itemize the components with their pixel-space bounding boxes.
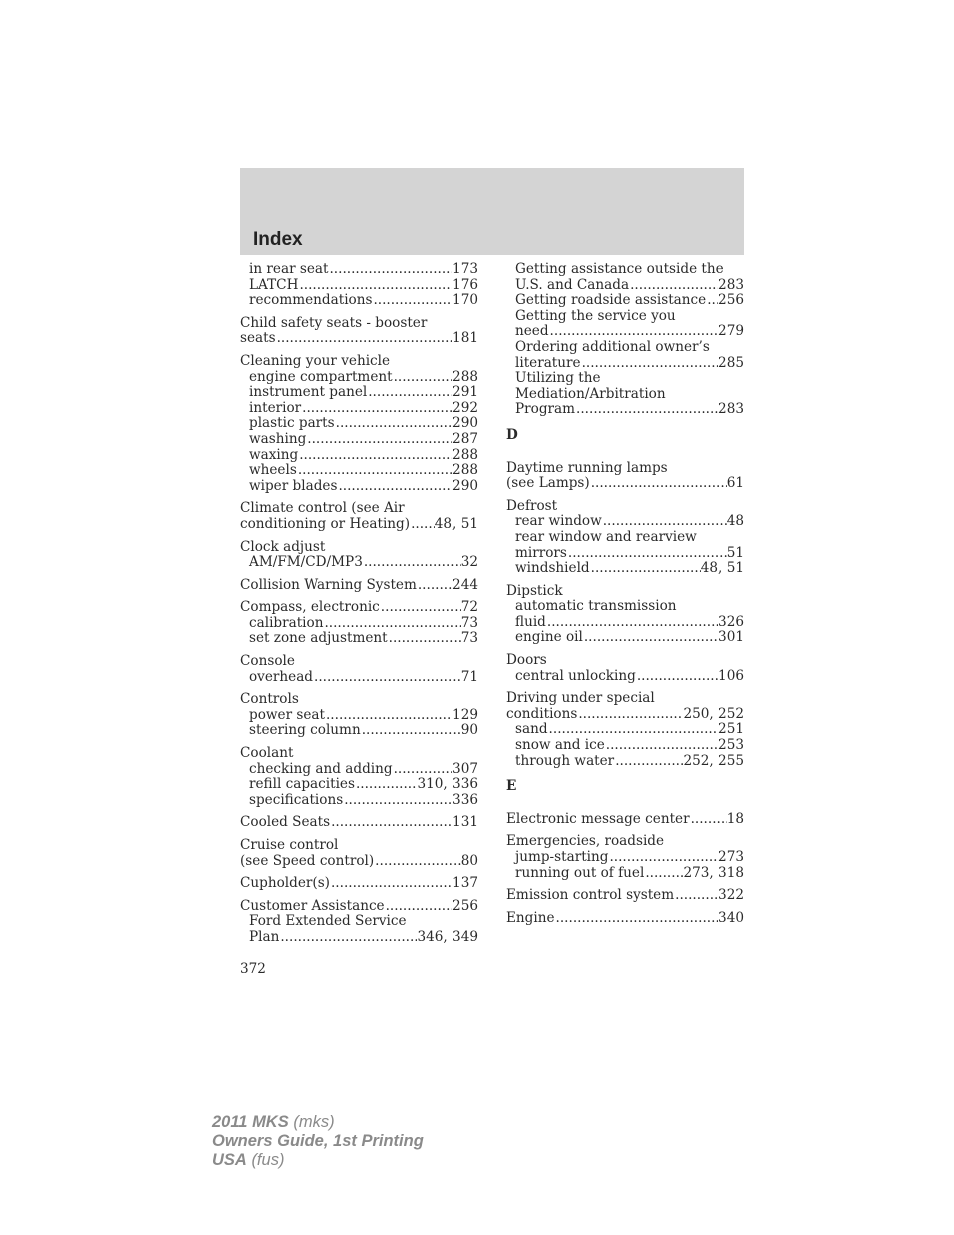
index-entry (240, 876, 478, 892)
index-entry-text: sand (515, 722, 548, 738)
index-entry (506, 309, 744, 325)
index-entry-page: 288 (452, 463, 478, 479)
index-entry-text: Emission control system (506, 888, 675, 904)
index-entry-text: Cupholder(s) (240, 876, 330, 892)
index-entry-page: 251 (718, 722, 744, 738)
index-entry-text: specifications (249, 792, 344, 808)
index-entry-page: 256 (718, 293, 744, 309)
index-entry-page: 283 (718, 402, 744, 418)
index-entry (240, 448, 478, 464)
dot-leader (590, 561, 701, 577)
index-entry (240, 723, 478, 739)
index-entry-page: 279 (718, 324, 744, 340)
index-entry-text: Plan (249, 929, 280, 945)
index-entry-page: 131 (452, 815, 478, 831)
index-entry-text: checking and adding (249, 761, 393, 777)
dot-leader (577, 707, 683, 723)
index-entry (240, 746, 478, 762)
index-entry (240, 370, 478, 386)
index-entry (506, 691, 744, 707)
index-entry-page: 137 (452, 876, 478, 892)
index-entry-text: need (515, 324, 549, 340)
index-entry-text: refill capacities (249, 777, 355, 793)
index-entry-text: wheels (249, 463, 297, 479)
index-entry (506, 888, 744, 904)
index-entry-text: through water (515, 753, 615, 769)
index-entry (506, 584, 744, 600)
index-entry (240, 331, 478, 347)
index-entry (506, 812, 744, 828)
index-entry-page: 310, 336 (417, 777, 478, 793)
dot-leader (690, 812, 727, 828)
index-entry-text: calibration (249, 615, 324, 631)
dot-leader (279, 930, 417, 946)
index-entry-text: Console (240, 654, 295, 670)
dot-leader (590, 476, 727, 492)
index-entry-text: Getting the service you (515, 308, 676, 324)
index-entry-text: engine compartment (249, 369, 393, 385)
index-entry (506, 850, 744, 866)
dot-leader (325, 708, 452, 724)
index-entry-text: Customer Assistance (240, 898, 385, 914)
index-entry-text: power seat (249, 707, 325, 723)
index-entry-text: central unlocking (515, 668, 636, 684)
dot-leader (546, 615, 718, 631)
footer-edition: Owners Guide, 1st Printing (212, 1132, 424, 1150)
dot-leader (602, 514, 727, 530)
index-entry (506, 615, 744, 631)
index-entry (240, 838, 478, 854)
index-entry-text: Cleaning your vehicle (240, 353, 391, 369)
index-entry-text: Mediation/Arbitration (515, 386, 666, 402)
index-entry (240, 555, 478, 571)
dot-leader (372, 293, 452, 309)
dot-leader (575, 402, 718, 418)
index-entry-text: Program (515, 402, 576, 418)
dot-leader (636, 669, 718, 685)
index-entry-text: Getting roadside assistance (515, 293, 707, 309)
index-entry-text: Getting assistance outside the (515, 262, 724, 277)
dot-leader (605, 738, 718, 754)
index-entry-text: LATCH (249, 277, 299, 293)
index-entry-page: 173 (452, 262, 478, 277)
index-entry-text: mirrors (515, 545, 567, 561)
index-entry-text: overhead (249, 669, 314, 685)
index-entry (240, 930, 478, 946)
dot-leader (549, 324, 719, 340)
index-entry-page: 48, 51 (434, 516, 478, 532)
index-column-right (506, 262, 744, 926)
index-entry-page: 288 (452, 369, 478, 385)
index-entry (240, 708, 478, 724)
index-entry-page: 73 (460, 615, 478, 631)
index-entry (240, 501, 478, 517)
index-entry (240, 670, 478, 686)
index-entry-text: Cruise control (240, 838, 339, 853)
index-entry (506, 499, 744, 515)
index-column-left (240, 262, 478, 946)
index-entry-page: 61 (726, 476, 744, 492)
index-entry-text: Climate control (see Air (240, 501, 405, 517)
index-entry (240, 899, 478, 915)
index-entry (240, 914, 478, 930)
dot-leader (367, 385, 452, 401)
index-entry-text: waxing (249, 447, 299, 463)
index-header (240, 168, 744, 255)
index-entry-text: recommendations (249, 293, 373, 309)
dot-leader (298, 278, 452, 294)
index-entry-text: automatic transmission (515, 599, 677, 615)
index-entry-page: 291 (452, 385, 478, 401)
index-entry-text: Daytime running lamps (506, 460, 668, 476)
index-entry-text: Controls (240, 692, 299, 708)
index-entry-page: 285 (718, 355, 744, 371)
index-entry-page: 129 (452, 707, 478, 723)
index-entry (506, 911, 744, 927)
index-entry-page: 51 (726, 545, 744, 561)
index-entry-page: 72 (460, 600, 478, 616)
dot-leader (276, 331, 452, 347)
index-entry-page: 250, 252 (683, 706, 744, 722)
index-entry-page: 80 (460, 853, 478, 869)
dot-leader (608, 850, 718, 866)
index-entry-page: 48 (726, 514, 744, 530)
page-title: Index (253, 229, 303, 250)
index-entry (240, 815, 478, 831)
index-entry (506, 476, 744, 492)
index-entry-text: Utilizing the (515, 371, 601, 387)
index-entry (506, 834, 744, 850)
index-entry-page: 181 (452, 331, 478, 347)
index-entry (240, 278, 478, 294)
dot-leader (567, 546, 727, 562)
index-entry-text: snow and ice (515, 738, 605, 754)
dot-leader (674, 888, 718, 904)
index-entry-page: 336 (452, 792, 478, 808)
dot-leader (297, 463, 452, 479)
index-entry-text: Coolant (240, 746, 294, 762)
dot-leader (301, 401, 452, 417)
index-entry (506, 387, 744, 403)
index-entry (506, 278, 744, 294)
index-entry-text: steering column (249, 723, 361, 739)
index-entry-text: interior (249, 400, 302, 416)
index-entry-page: 290 (452, 478, 478, 494)
index-entry (506, 599, 744, 615)
index-entry (240, 616, 478, 632)
index-entry-page: 32 (460, 555, 478, 571)
index-entry (506, 546, 744, 562)
index-entry (240, 692, 478, 708)
index-entry (240, 385, 478, 401)
dot-leader (330, 876, 452, 892)
index-entry-text: Clock adjust (240, 539, 326, 555)
index-entry (240, 354, 478, 370)
index-entry-text: Dipstick (506, 583, 563, 599)
dot-leader (335, 416, 452, 432)
index-entry (240, 517, 478, 533)
index-entry-text: Defrost (506, 498, 558, 514)
index-entry (506, 371, 744, 387)
index-entry (240, 631, 478, 647)
index-entry-page: 48, 51 (700, 561, 744, 577)
dot-leader (629, 278, 718, 294)
dot-leader (555, 911, 719, 927)
dot-leader (410, 517, 435, 533)
index-entry-page: 273, 318 (683, 865, 744, 881)
index-entry (506, 754, 744, 770)
index-entry (240, 762, 478, 778)
index-entry-text: wiper blades (249, 478, 338, 494)
index-entry-text: Compass, electronic (240, 600, 380, 616)
index-entry-text: Ordering additional owner’s (515, 339, 710, 355)
dot-leader (306, 432, 452, 448)
index-entry (240, 540, 478, 556)
index-entry-text: Collision Warning System (240, 577, 417, 593)
index-entry-text: washing (249, 431, 307, 447)
footer-region-code: (fus) (251, 1151, 285, 1169)
index-entry (506, 340, 744, 356)
index-entry-page: 346, 349 (417, 929, 478, 945)
index-entry (240, 432, 478, 448)
index-entry-page: 106 (718, 668, 744, 684)
index-entry-text: rear window and rearview (515, 529, 697, 545)
dot-leader (706, 293, 718, 309)
index-letter-heading: D (506, 426, 518, 443)
index-entry (506, 866, 744, 882)
index-entry-text: jump-starting (515, 850, 609, 865)
footer-model: 2011 MKS (212, 1113, 289, 1131)
index-entry-page: 256 (452, 898, 478, 914)
index-entry-text: Doors (506, 653, 547, 669)
dot-leader (323, 616, 460, 632)
index-entry-text: plastic parts (249, 416, 335, 432)
dot-leader (363, 555, 461, 571)
index-entry (240, 578, 478, 594)
index-entry (506, 461, 744, 477)
dot-leader (614, 754, 683, 770)
index-entry-text: literature (515, 355, 581, 371)
index-entry (240, 463, 478, 479)
index-entry (506, 402, 744, 418)
index-entry-text: Engine (506, 910, 555, 926)
dot-leader (361, 723, 461, 739)
index-entry-text: running out of fuel (515, 865, 645, 881)
index-entry (506, 738, 744, 754)
index-entry-text: Ford Extended Service (249, 914, 407, 930)
index-entry-text: instrument panel (249, 385, 368, 401)
dot-leader (385, 899, 452, 915)
index-entry-text: Emergencies, roadside (506, 834, 665, 850)
index-entry-page: 322 (718, 888, 744, 904)
index-entry-page: 244 (452, 577, 478, 593)
footer-region: USA (212, 1151, 247, 1169)
dot-leader (393, 762, 452, 778)
index-entry-text: windshield (515, 561, 590, 577)
index-entry (506, 722, 744, 738)
index-entry (240, 654, 478, 670)
index-entry-page: 253 (718, 738, 744, 754)
index-entry-page: 283 (718, 277, 744, 293)
dot-leader (583, 630, 718, 646)
index-entry-text: U.S. and Canada (515, 277, 630, 293)
index-letter-heading: E (506, 778, 517, 795)
index-entry-page: 290 (452, 416, 478, 432)
index-entry-text: rear window (515, 514, 602, 530)
dot-leader (313, 670, 461, 686)
dot-leader (417, 578, 452, 594)
index-entry (506, 530, 744, 546)
index-entry (240, 293, 478, 309)
dot-leader (337, 479, 452, 495)
index-entry-text: seats (240, 331, 276, 347)
index-entry (506, 653, 744, 669)
index-entry-page: 288 (452, 447, 478, 463)
index-entry-text: in rear seat (249, 262, 329, 277)
index-entry-text: (see Speed control) (240, 853, 375, 869)
index-entry-text: (see Lamps) (506, 476, 590, 492)
index-entry-text: set zone adjustment (249, 631, 388, 647)
index-entry (506, 293, 744, 309)
document-footer (212, 1113, 424, 1170)
index-entry-text: Cooled Seats (240, 815, 331, 831)
dot-leader (328, 262, 452, 278)
index-entry (240, 401, 478, 417)
index-entry-page: 292 (452, 400, 478, 416)
index-entry (240, 777, 478, 793)
index-entry-page: 326 (718, 614, 744, 630)
dot-leader (393, 370, 452, 386)
dot-leader (330, 815, 452, 831)
index-entry (240, 262, 478, 278)
index-entry-page: 252, 255 (683, 753, 744, 769)
index-entry (506, 514, 744, 530)
index-entry-page: 18 (726, 811, 744, 827)
index-entry (240, 793, 478, 809)
dot-leader (355, 777, 418, 793)
index-entry (240, 316, 478, 332)
index-entry-page: 176 (452, 277, 478, 293)
page-number: 372 (240, 961, 266, 977)
index-entry (506, 324, 744, 340)
index-entry-page: 307 (452, 761, 478, 777)
index-entry-text: Child safety seats - booster (240, 315, 428, 331)
index-entry-text: fluid (515, 614, 546, 630)
index-entry (506, 707, 744, 723)
footer-model-code: (mks) (293, 1113, 335, 1131)
index-entry (506, 356, 744, 372)
index-entry-text: AM/FM/CD/MP3 (249, 555, 363, 571)
index-entry-page: 71 (460, 669, 478, 685)
index-entry (506, 630, 744, 646)
dot-leader (298, 448, 452, 464)
dot-leader (343, 793, 452, 809)
index-entry (506, 669, 744, 685)
index-entry-page: 170 (452, 293, 478, 309)
dot-leader (388, 631, 461, 647)
index-entry-text: engine oil (515, 630, 583, 646)
index-entry-text: conditions (506, 706, 578, 722)
dot-leader (380, 600, 461, 616)
index-entry-page: 340 (718, 910, 744, 926)
dot-leader (374, 854, 461, 870)
index-entry (240, 600, 478, 616)
index-entry-page: 73 (460, 631, 478, 647)
index-entry-text: Electronic message center (506, 811, 690, 827)
index-entry (506, 561, 744, 577)
index-entry-page: 273 (718, 850, 744, 865)
index-entry-page: 287 (452, 431, 478, 447)
dot-leader (644, 866, 683, 882)
index-entry (240, 854, 478, 870)
index-entry-text: conditioning or Heating) (240, 516, 411, 532)
index-entry-page: 301 (718, 630, 744, 646)
index-entry (506, 262, 744, 278)
dot-leader (548, 722, 719, 738)
index-entry (240, 479, 478, 495)
index-entry-page: 90 (460, 723, 478, 739)
index-entry-text: Driving under special (506, 691, 655, 707)
index-entry (240, 416, 478, 432)
dot-leader (581, 356, 718, 372)
